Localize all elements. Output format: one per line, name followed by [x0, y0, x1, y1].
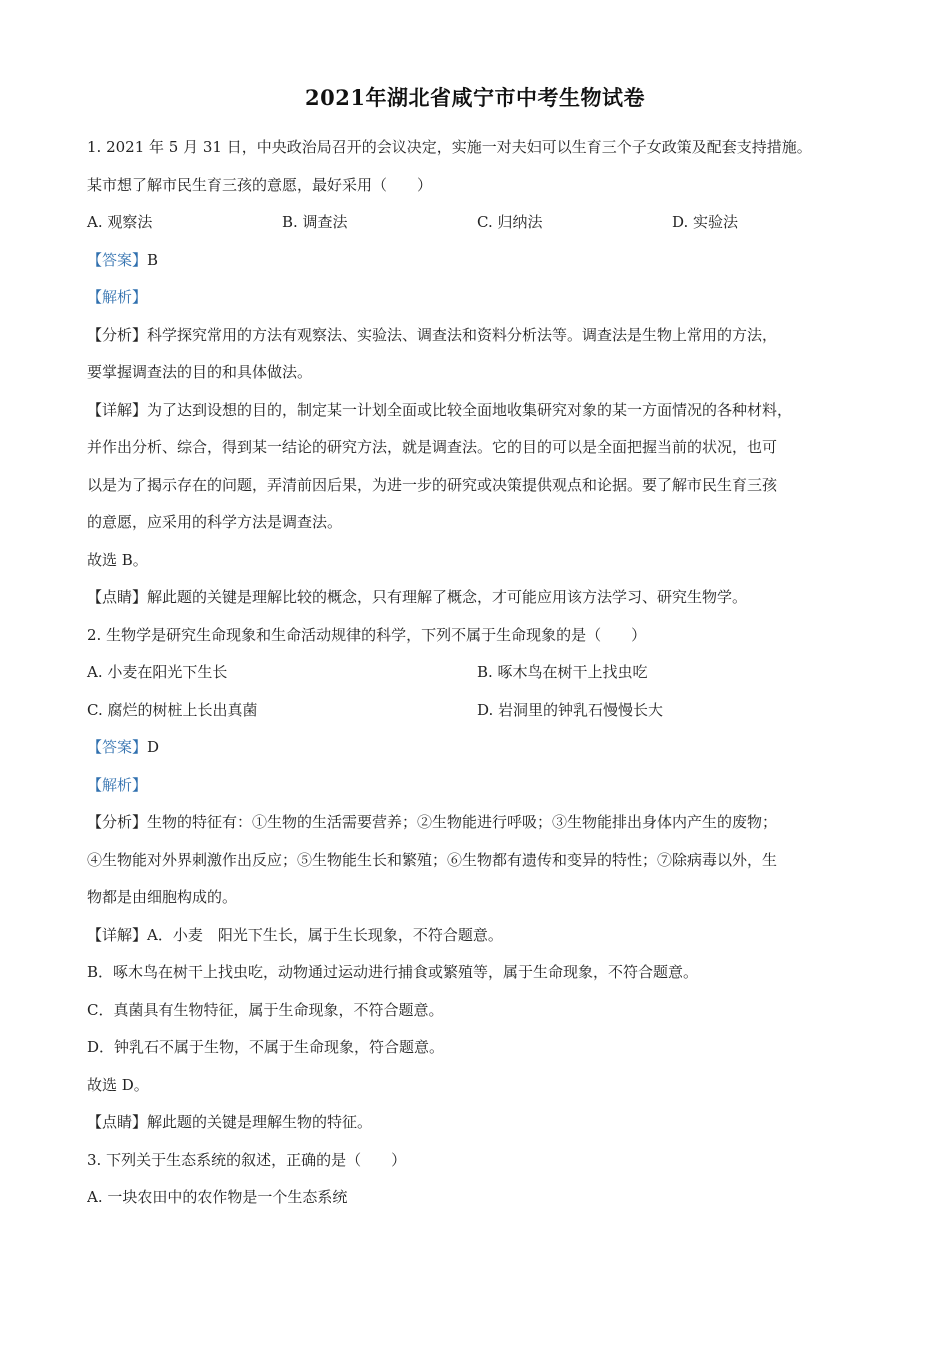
- q2-fenxi-line-3: 物都是由细胞构成的。: [87, 888, 238, 906]
- q3-stem: 3. 下列关于生态系统的叙述，正确的是（ ）: [87, 1150, 407, 1169]
- q2-xiangjie-d: D．钟乳石不属于生物，不属于生命现象，符合题意。: [87, 1038, 445, 1056]
- q1-stem-line-2: 某市想了解市民生育三孩的意愿，最好采用（ ）: [87, 175, 433, 194]
- q1-option-c: C. 归纳法: [477, 213, 543, 231]
- q2-fenxi-line-2: ④生物能对外界刺激作出反应；⑤生物能生长和繁殖；⑥生物都有遗传和变异的特性；⑦除病毒以外，生: [87, 850, 778, 869]
- q2-fenxi-text-1: 生物的特征有：①生物的生活需要营养；②生物能进行呼吸；③生物能排出身体内产生的废物；: [147, 813, 778, 831]
- q2-xiangjie-a-text: A．小麦 阳光下生长，属于生长现象，不符合题意。: [147, 925, 503, 944]
- q2-answer-tag: 【答案】: [87, 738, 148, 756]
- q1-fenxi-line-1: [87, 317, 867, 355]
- q2-options-row-1: [87, 654, 867, 692]
- q2-jiexi-tag: 【解析】: [87, 775, 148, 794]
- q1-answer-tag: 【答案】: [87, 250, 148, 269]
- q2-dianjing: [87, 1104, 867, 1142]
- document-body: [87, 129, 867, 1217]
- q1-options: [87, 204, 867, 242]
- q2-fenxi-tag: 【分析】: [87, 813, 148, 831]
- q2-option-d: D. 岩洞里的钟乳石慢慢长大: [477, 700, 664, 719]
- q1-dianjing-tag: 【点睛】: [87, 588, 148, 606]
- q2-dianjing-text: 解此题的关键是理解生物的特征。: [147, 1113, 373, 1131]
- q1-xiangjie-line-1: [87, 392, 867, 430]
- q1-xiangjie-text-1: 为了达到设想的目的，制定某一计划全面或比较全面地收集研究对象的某一方面情况的各种材料，: [147, 400, 793, 419]
- q2-fenxi-line-1: [87, 804, 867, 842]
- q2-answer: [87, 729, 867, 767]
- q1-xiangjie-line-3: 以是为了揭示存在的问题，弄清前因后果，为进一步的研究或决策提供观点和论据。要了解市民生育三孩: [87, 475, 778, 494]
- q2-xiangjie-a: [87, 917, 867, 955]
- q2-option-b: B. 啄木鸟在树干上找虫吃: [477, 663, 648, 681]
- q1-xiangjie-line-4: 的意愿，应采用的科学方法是调查法。: [87, 513, 343, 531]
- q1-option-d: D. 实验法: [672, 213, 739, 231]
- q1-xiangjie-line-2: 并作出分析、综合，得到某一结论的研究方法，就是调查法。它的目的可以是全面把握当前的状况，也可: [87, 438, 778, 456]
- q1-stem-line-1: 1. 2021 年 5 月 31 日，中央政治局召开的会议决定，实施一对夫妇可以生育三个子女政策及配套支持措施。: [87, 138, 812, 156]
- q1-answer: [87, 242, 867, 280]
- q1-guxuan: 故选 B。: [87, 550, 148, 569]
- page-title: 2021年湖北省咸宁市中考生物试卷: [305, 85, 645, 110]
- q1-dianjing-text: 解此题的关键是理解比较的概念，只有理解了概念，才可能应用该方法学习、研究生物学。: [147, 588, 748, 606]
- q2-option-c: C. 腐烂的树桩上长出真菌: [87, 700, 258, 719]
- q1-fenxi-text-1: 科学探究常用的方法有观察法、实验法、调查法和资料分析法等。调查法是生物上常用的方法，: [147, 325, 778, 344]
- q2-dianjing-tag: 【点睛】: [87, 1113, 148, 1131]
- q2-xiangjie-tag: 【详解】: [87, 925, 148, 944]
- q2-jiexi: [87, 767, 867, 805]
- q1-dianjing: [87, 579, 867, 617]
- q3-option-a: A. 一块农田中的农作物是一个生态系统: [87, 1188, 348, 1206]
- q1-answer-value: B: [147, 250, 159, 269]
- q2-xiangjie-c: C．真菌具有生物特征，属于生命现象，不符合题意。: [87, 1000, 444, 1019]
- q2-stem: 2. 生物学是研究生命现象和生命活动规律的科学，下列不属于生命现象的是（ ）: [87, 625, 647, 644]
- q1-jiexi: [87, 279, 867, 317]
- q2-option-a: A. 小麦在阳光下生长: [87, 663, 228, 681]
- q2-answer-value: D: [147, 738, 160, 756]
- q2-guxuan: 故选 D。: [87, 1075, 149, 1094]
- q1-xiangjie-tag: 【详解】: [87, 400, 148, 419]
- q1-option-a: A. 观察法: [87, 213, 153, 231]
- q2-xiangjie-b: B．啄木鸟在树干上找虫吃，动物通过运动进行捕食或繁殖等，属于生命现象，不符合题意。: [87, 963, 699, 981]
- q2-options-row-2: [87, 692, 867, 730]
- q1-jiexi-tag: 【解析】: [87, 288, 148, 306]
- q1-fenxi-tag: 【分析】: [87, 325, 148, 344]
- q1-option-b: B. 调查法: [282, 213, 348, 231]
- q1-fenxi-line-2: 要掌握调查法的目的和具体做法。: [87, 363, 313, 381]
